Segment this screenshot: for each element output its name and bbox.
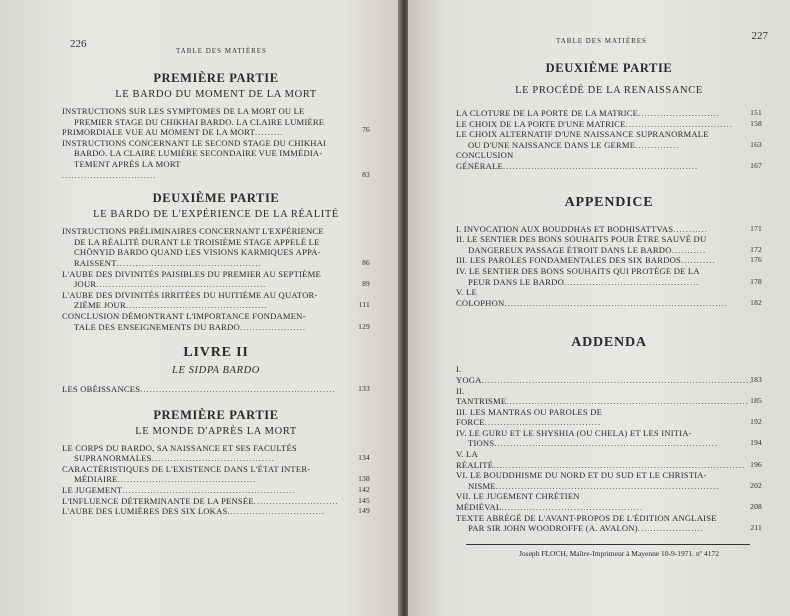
part-subtitle: LE MONDE D'APRÈS LA MORT [135,425,297,437]
part-title: DEUXIÈME PARTIE [152,191,280,206]
toc-entry: CONCLUSION DÉMONTRANT L'IMPORTANCE FONDAMEN- TALE DES ENSEIGNEMENTS DU BARDO..................... 129 [62,310,370,332]
part-subtitle: LE PROCÉDÉ DE LA RENAISSANCE [515,85,703,96]
toc-entry: IV. LE GURU ET LE SHYSHIA (OU CHELA) ET LES INITIA- TIONS....................................................................... 194 [456,427,762,449]
part-title: DEUXIÈME PARTIE [545,61,673,75]
toc-list [62,226,370,332]
toc-entry: LES OBÉISSANCES.............................................................. 133 [62,384,370,395]
toc-list [62,443,370,517]
toc-entry: L'AUBE DES DIVINITÉS PAISIBLES DU PREMIER AU SEPTIÈME JOUR...................................................... 89 [62,268,370,290]
toc-entry: I. INVOCATION AUX BOUDDHAS ET BODHISATTVAS........... 171 [456,223,762,234]
toc-entry: LA CLOTURE DE LA PORTE DE LA MATRICE.......................... 151 [456,108,762,118]
toc-entry: LE CHOIX ALTERNATIF D'UNE NAISSANCE SUPRANORMALE OU D'UNE NAISSANCE DANS LE GERME.............. 163 [456,129,762,150]
toc-entry: L'AUBE DES LUMIÈRES DES SIX LOKAS............................... 149 [62,506,370,517]
toc-entry: INSTRUCTIONS PRÉLIMINAIRES CONCERNANT L'EXPÉRIENCE DE LA RÉALITÉ DURANT LE TROISIÈME STAGE APPELÉ LE CHÖNYID BARDO QUAND LES VISIONS KARMIQUES APPA- RAISSENT.............................................. 86 [62,226,370,268]
toc-entry: V. LA RÉALITÉ................................................................................ 196 [456,449,762,470]
toc-right [456,60,762,534]
toc-entry: III. LES PAROLES FONDAMENTALES DES SIX BARDOS........... 176 [456,255,762,266]
part-title: PREMIÈRE PARTIE [153,71,279,85]
right-page [408,0,790,616]
toc-entry: I. YOGA...................................................................................... 183 [456,364,762,385]
toc-entry: VII. LE JUGEMENT CHRÉTIEN MÉDIÉVAL............................................. 208 [456,491,762,513]
toc-entry: TEXTE ABRÉGÉ DE L'AVANT-PROPOS DE L'ÉDITION ANGLAISE PAR SIR JOHN WOODROFFE (A. AVALON)..................... 211 [456,512,762,534]
toc-entry: II. LE SENTIER DES BONS SOUHAITS POUR ÊTRE SAUVÉ DU DANGEREUX PASSAGE ÉTROIT DANS LE BARDO........... 172 [456,234,762,255]
toc-entry: CONCLUSION GÉNÉRALE.............................................................. 167 [456,150,762,171]
part-subtitle: LE BARDO DE L'EXPÉRIENCE DE LA RÉALITÉ [93,209,339,221]
toc-entry: L'AUBE DES DIVINITÉS IRRITÉES DU HUITIÈME AU QUATOR- ZIÈME JOUR............................................. 111 [62,289,370,311]
toc-list [456,224,762,309]
toc-entry: CARACTÉRISTIQUES DE L'EXISTENCE DANS L'ÉTAT INTER- MÉDIAIRE............................................ 138 [62,463,370,485]
part-subtitle: LE BARDO DU MOMENT DE LA MORT [115,89,317,100]
page-number: 226 [70,38,87,50]
footer-rule [466,544,750,545]
page-number: 227 [751,30,768,42]
toc-entry: L'INFLUENCE DÉTERMINANTE DE LA PENSÉE........................... 145 [62,495,370,506]
toc-entry: IV. LE SENTIER DES BONS SOUHAITS QUI PROTÈGE DE LA PEUR DANS LE BARDO........................................... 178 [456,265,762,287]
toc-list [456,108,762,172]
toc-entry: LE CORPS DU BARDO, SA NAISSANCE ET SES FACULTÉS SUPRANORMALES....................................... 134 [62,442,370,464]
toc-entry: III. LES MANTRAS OU PAROLES DE FORCE..................................... 192 [456,406,762,428]
toc-entry: II. TANTRISME............................................................................. 185 [456,385,762,407]
toc-list [62,384,370,395]
toc-entry: LE JUGEMENT....................................................... 142 [62,485,370,496]
toc-list [62,106,370,180]
toc-entry: VI. LE BOUDDHISME DU NORD ET DU SUD ET LE CHRISTIA- NISME....................................................................... 202 [456,470,762,491]
toc-entry: INSTRUCTIONS CONCERNANT LE SECOND STAGE DU CHIKHAI BARDO. LA CLAIRE LUMIÈRE SECONDAIRE VUE IMMÉDIA- TEMENT APRÈS LA MORT .............................. 83 [62,137,370,180]
running-head: TABLE DES MATIÈRES [176,47,267,55]
addenda-title: ADDENDA [571,335,647,351]
part-title: PREMIÈRE PARTIE [153,407,279,422]
toc-left [62,70,370,517]
book-subtitle: LE SIDPA BARDO [172,365,260,377]
running-head: TABLE DES MATIÈRES [556,37,647,45]
book-title: LIVRE II [183,345,249,361]
printer-colophon: Joseph FLOCH, Maître-Imprimeur à Mayenne 10-9-1971. nº 4172 [519,549,719,558]
toc-entry: V. LE COLOPHON....................................................................... 182 [456,287,762,308]
toc-entry: LE CHOIX DE LA PORTE D'UNE MATRICE.................................. 158 [456,118,762,129]
appendix-title: APPENDICE [564,194,654,210]
toc-list [456,364,762,534]
toc-entry: INSTRUCTIONS SUR LES SYMPTOMES DE LA MORT OU LE PREMIER STAGE DU CHIKHAI BARDO. LA CLAIRE LUMIÈRE PRIMORDIALE VUE AU MOMENT DE LA MORT......... 76 [62,106,370,138]
